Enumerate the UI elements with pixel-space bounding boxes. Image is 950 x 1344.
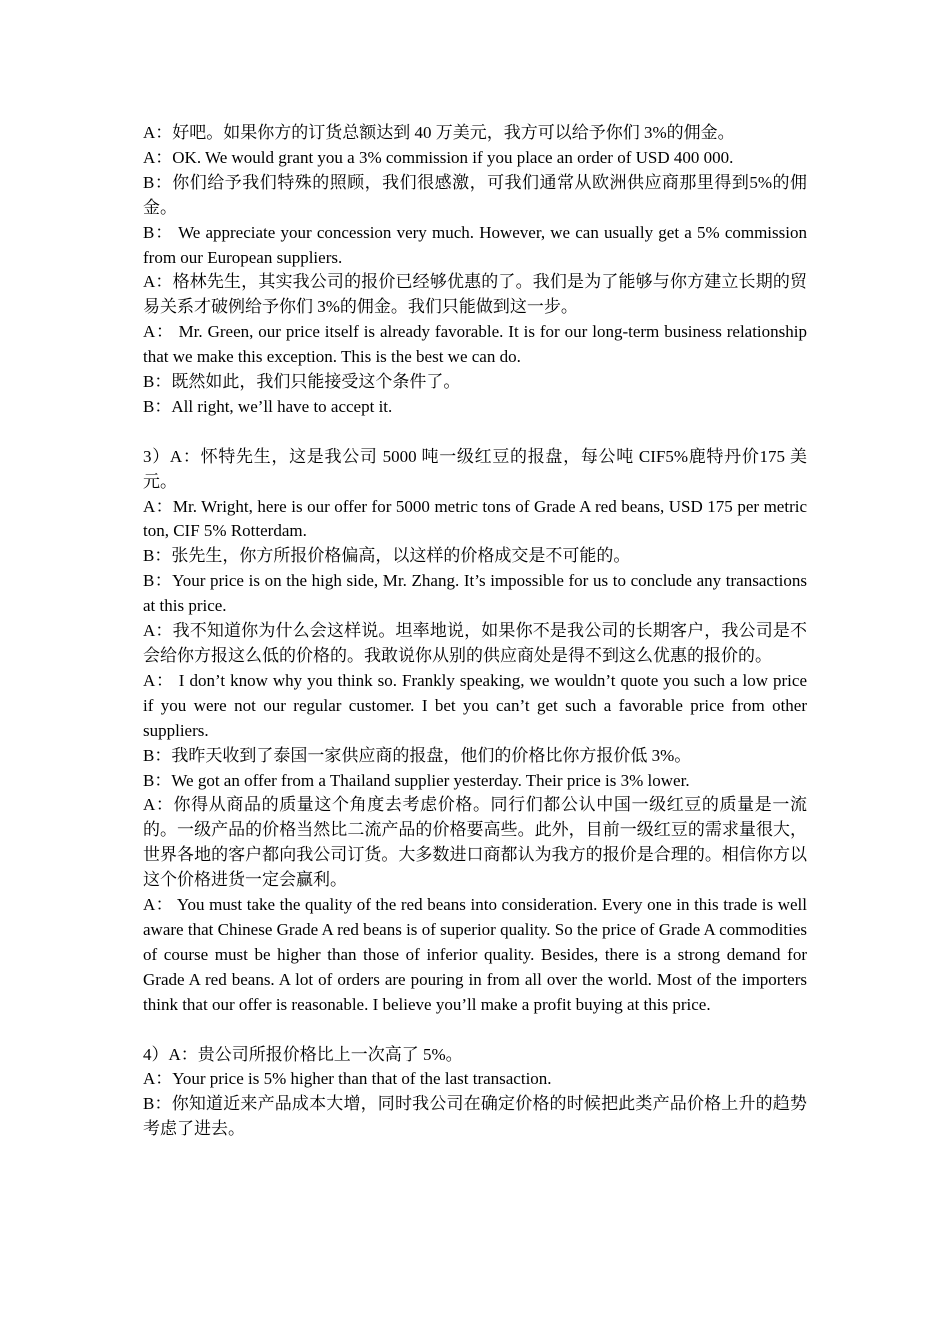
- paragraph-b-cost-zh: B：你知道近来产品成本大增，同时我公司在确定价格的时候把此类产品价格上升的趋势考虑了进去。: [143, 1094, 807, 1139]
- paragraph-b-accept-zh: B：既然如此，我们只能接受这个条件了。: [143, 372, 461, 392]
- paragraph-a-quality-en: A： You must take the quality of the red beans into consideration. Every one in this trade is well aware that Chinese Grade A red beans is of superior quality. So the price of Grade A commodities of course must be higher than those of inferior quality. Besides, there is a strong demand for Grade A red beans. A lot of orders are pouring in from all over the world. Most of the importers think that our offer is reasonable. I believe you’ll make a profit buying at this price.: [143, 895, 807, 1014]
- document-page: [143, 121, 807, 1142]
- paragraph-b-accept-en: B：All right, we’ll have to accept it.: [143, 396, 393, 416]
- paragraph-b-european-en: B： We appreciate your concession very much. However, we can usually get a 5% commission from our European suppliers.: [143, 222, 807, 267]
- paragraph-3-a-offer-en: A：Mr. Wright, here is our offer for 5000 metric tons of Grade A red beans, USD 175 per metric ton, CIF 5% Rotterdam.: [143, 496, 807, 541]
- paragraph-b-high-side-en: B：Your price is on the high side, Mr. Zhang. It’s impossible for us to conclude any transactions at this price.: [143, 571, 807, 616]
- paragraph-a-favorable-en: A： Mr. Green, our price itself is already favorable. It is for our long-term business relationship that we make this exception. This is the best we can do.: [143, 322, 807, 367]
- paragraph-b-european-zh: B：你们给予我们特殊的照顾，我们很感激，可我们通常从欧洲供应商那里得到5%的佣金。: [143, 172, 807, 217]
- paragraph-a-commission-en: A：OK. We would grant you a 3% commission if you place an order of USD 400 000.: [143, 147, 734, 167]
- paragraph-a-favorable-zh: A：格林先生，其实我公司的报价已经够优惠的了。我们是为了能够与你方建立长期的贸易关系才破例给予你们 3%的佣金。我们只能做到这一步。: [143, 272, 807, 317]
- paragraph-4-a-higher-zh: 4）A：贵公司所报价格比上一次高了 5%。: [143, 1044, 463, 1064]
- paragraph-4-a-higher-en: A：Your price is 5% higher than that of the last transaction.: [143, 1069, 552, 1089]
- paragraph-b-high-side-zh: B：张先生，你方所报价格偏高，以这样的价格成交是不可能的。: [143, 546, 631, 566]
- paragraph-a-quality-zh: A：你得从商品的质量这个角度去考虑价格。同行们都公认中国一级红豆的质量是一流的。一级产品的价格当然比二流产品的价格要高些。此外，目前一级红豆的需求量很大，世界各地的客户都向我公司订货。大多数进口商都认为我方的报价是合理的。相信你方以这个价格进货一定会赢利。: [143, 795, 807, 890]
- paragraph-a-regular-customer-en: A： I don’t know why you think so. Frankly speaking, we wouldn’t quote you such a low price if you were not our regular customer. I bet you can’t get such a favorable price from other suppliers.: [143, 670, 807, 740]
- paragraph-3-a-offer-zh: 3）A：怀特先生，这是我公司 5000 吨一级红豆的报盘，每公吨 CIF5%鹿特丹价175 美元。: [143, 446, 807, 491]
- paragraph-b-thailand-zh: B：我昨天收到了泰国一家供应商的报盘，他们的价格比你方报价低 3%。: [143, 745, 692, 765]
- paragraph-a-regular-customer-zh: A：我不知道你为什么会这样说。坦率地说，如果你不是我公司的长期客户，我公司是不会给你方报这么低的价格的。我敢说你从别的供应商处是得不到这么优惠的报价的。: [143, 621, 807, 666]
- paragraph-b-thailand-en: B：We got an offer from a Thailand supplier yesterday. Their price is 3% lower.: [143, 770, 690, 790]
- section-spacer: [143, 1018, 807, 1043]
- section-spacer: [143, 420, 807, 445]
- paragraph-a-commission-zh: A：好吧。如果你方的订货总额达到 40 万美元，我方可以给予你们 3%的佣金。: [143, 123, 735, 142]
